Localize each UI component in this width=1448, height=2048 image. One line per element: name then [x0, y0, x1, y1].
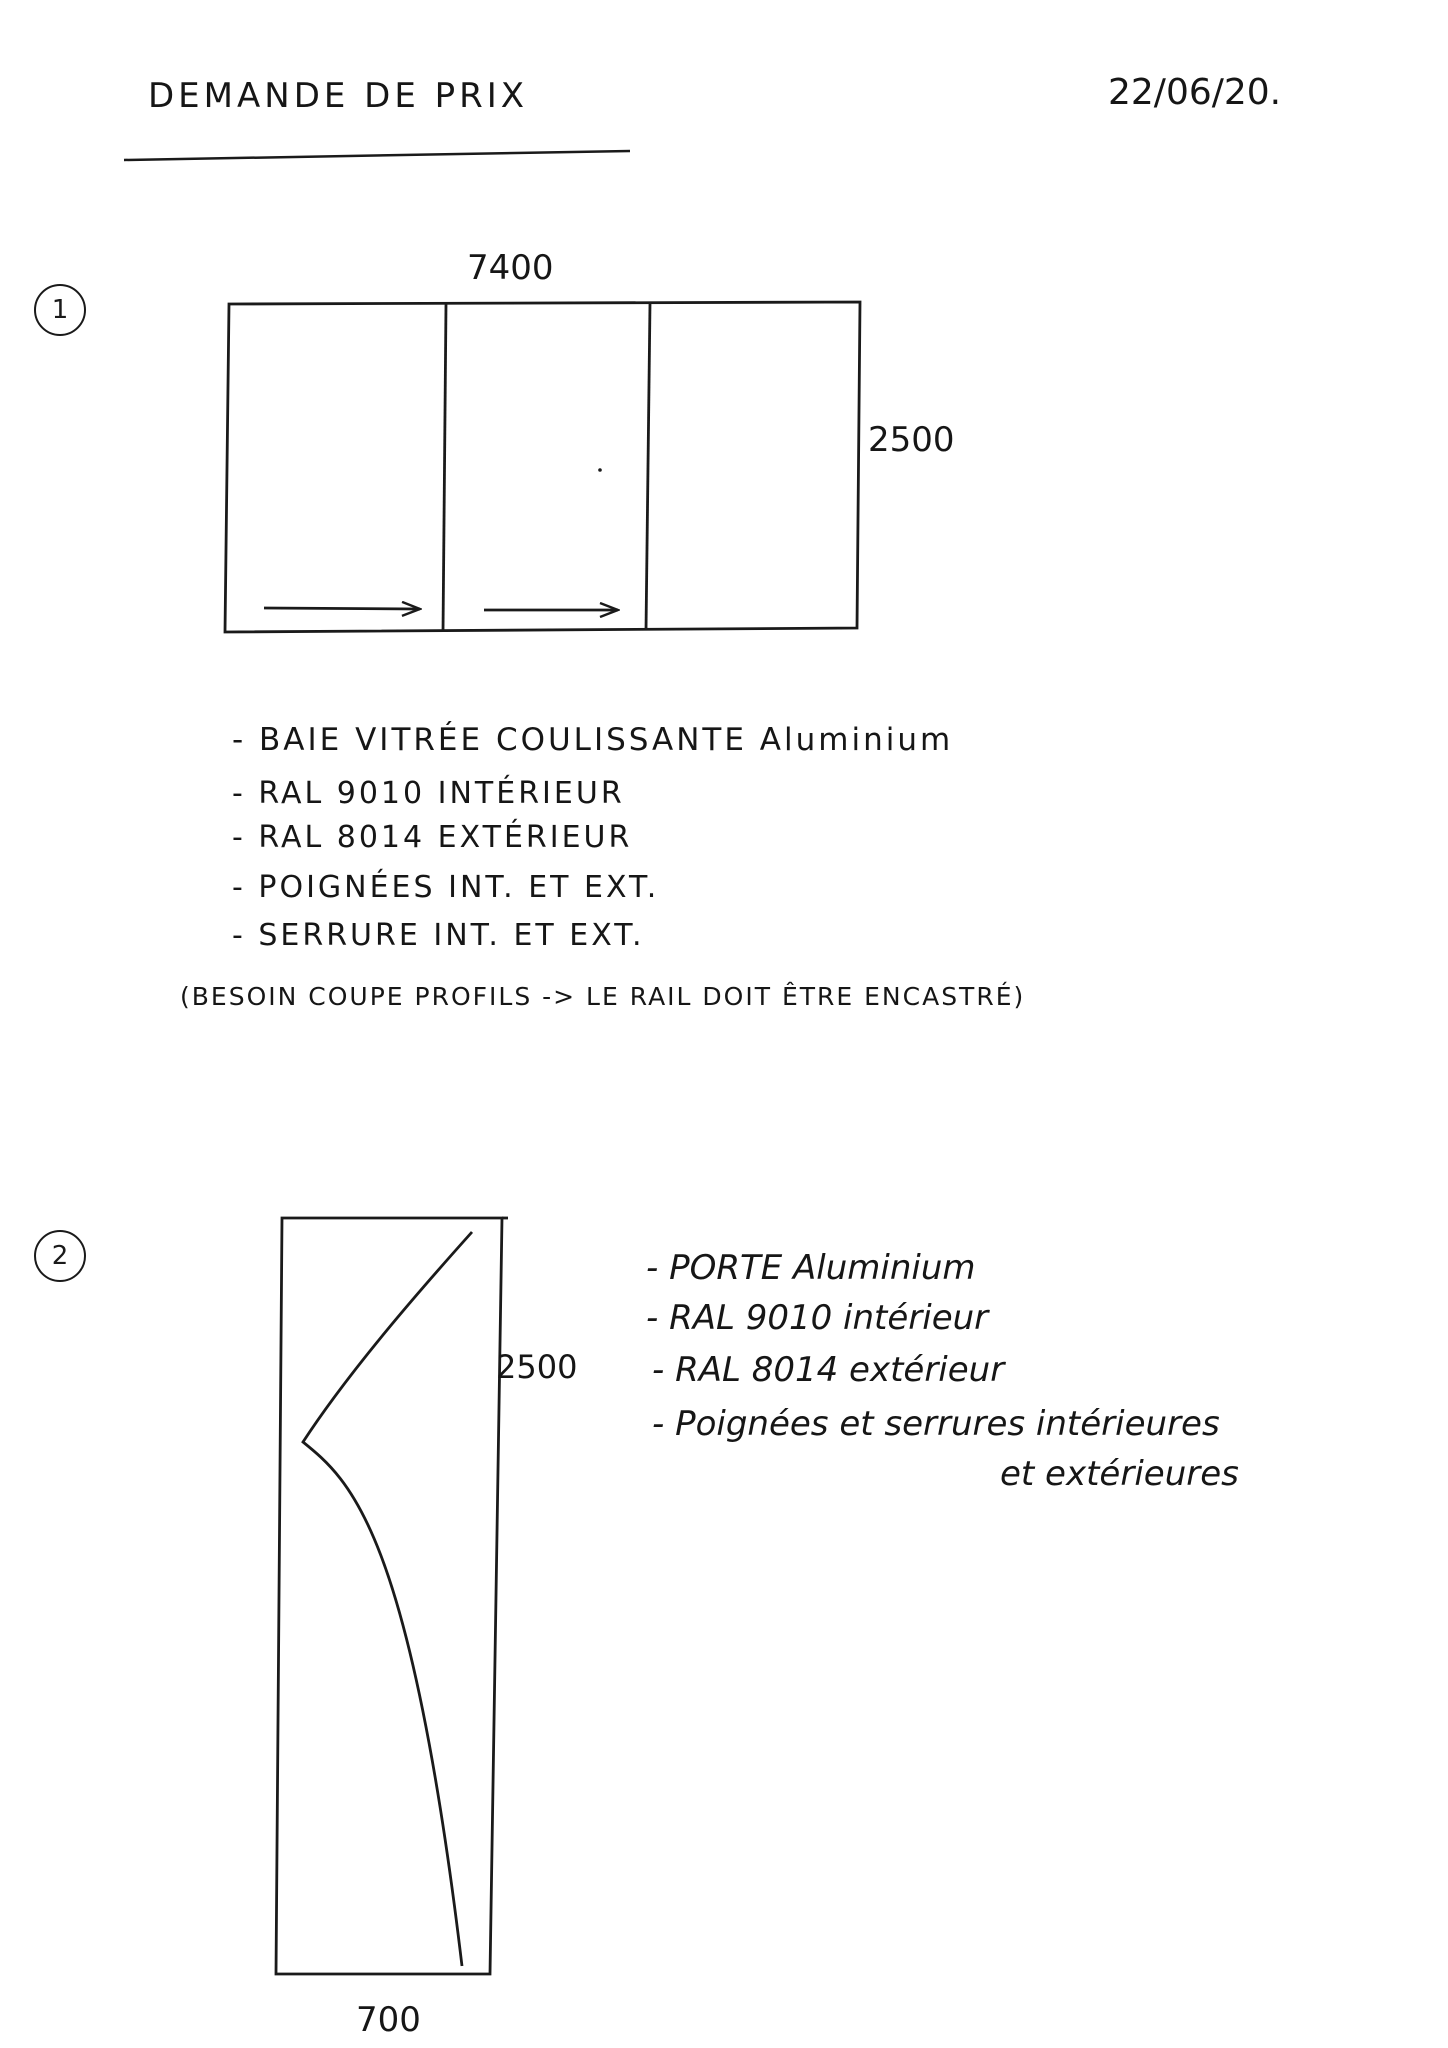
- bay-window-divider-1: [443, 304, 446, 632]
- item-1-note: (BESOIN COUPE PROFILS -> LE RAIL DOIT ÊTRE ENCASTRÉ): [180, 982, 1026, 1011]
- door-frame: [276, 1218, 502, 1974]
- item-1-height-label: 2500: [868, 420, 955, 460]
- bay-window-sketch: [225, 302, 860, 632]
- door-opening-arc: [303, 1232, 472, 1966]
- item-2-width-label: 700: [356, 2000, 421, 2040]
- bay-window-divider-2: [646, 303, 650, 630]
- item-1-spec-1: - BAIE VITRÉE COULISSANTE Aluminium: [232, 722, 954, 758]
- title-underline: [124, 151, 630, 160]
- item-2-spec-3: - RAL 8014 extérieur: [652, 1350, 1005, 1390]
- item-1-spec-4: - POIGNÉES INT. ET EXT.: [232, 870, 660, 905]
- item-1-number: 1: [34, 284, 86, 336]
- door-sketch: [276, 1218, 508, 1974]
- bay-window-frame: [225, 302, 860, 632]
- item-1-spec-3: - RAL 8014 EXTÉRIEUR: [232, 820, 633, 855]
- item-2-spec-1: - PORTE Aluminium: [646, 1248, 976, 1288]
- sliding-arrow-1: [264, 608, 420, 609]
- item-2-spec-5: et extérieures: [1000, 1454, 1239, 1494]
- item-1-spec-2: - RAL 9010 INTÉRIEUR: [232, 776, 625, 811]
- item-2-number: 2: [34, 1230, 86, 1282]
- page-title: DEMANDE DE PRIX: [148, 76, 529, 116]
- item-2-spec-2: - RAL 9010 intérieur: [646, 1298, 989, 1338]
- item-2-spec-4: - Poignées et serrures intérieures: [652, 1404, 1220, 1444]
- item-1-spec-5: - SERRURE INT. ET EXT.: [232, 918, 645, 953]
- date: 22/06/20.: [1108, 72, 1282, 113]
- item-1-width-label: 7400: [467, 248, 554, 288]
- dot: [598, 468, 602, 472]
- item-2-height-label: 2500: [496, 1348, 578, 1386]
